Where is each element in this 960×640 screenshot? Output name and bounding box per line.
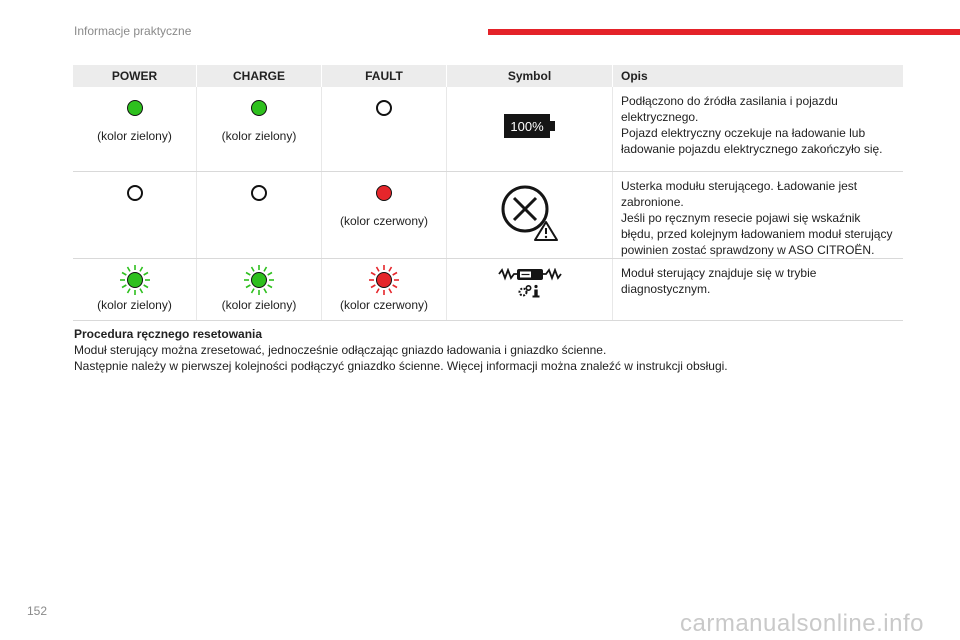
table-header-row [73,65,903,87]
description-line: Pojazd elektryczny oczekuje na ładowanie lub [621,126,866,140]
fault-led-blinking-red-icon [368,264,400,296]
charge-led-blinking-green-icon [243,264,275,296]
section-paragraph: Następnie należy w pierwszej kolejności podłączyć gniazdko ścienne. Więcej informacji można znaleźć w instrukcji obsługi. [74,359,728,373]
column-header-power: POWER [73,65,197,87]
description-cell [613,258,904,320]
table-row [73,87,903,171]
description-line: powinien zostać sprawdzony w ASO CITROËN. [621,242,875,257]
description-line: diagnostycznym. [621,281,711,296]
charge-cell [197,171,322,258]
symbol-cell [447,171,613,258]
fault-led-red-icon [376,185,392,201]
table-row [73,171,903,258]
fault-led-off-icon [376,100,392,116]
column-header-description: Opis [613,65,904,87]
charge-led-off-icon [251,185,267,201]
page-number: 152 [27,604,48,618]
charge-cell [197,258,322,320]
symbol-cell [447,87,613,171]
power-led-green-icon [127,100,143,116]
page-header-title: Informacje praktyczne [74,24,192,38]
symbol-cell [447,258,613,320]
column-header-charge: CHARGE [197,65,322,87]
fault-cross-warning-icon [498,182,562,246]
power-cell [73,87,197,171]
description-cell [613,171,904,258]
power-led-off-icon [127,185,143,201]
power-led-blinking-green-icon [119,264,151,296]
description-line: ładowanie pojazdu elektrycznego zakończyło się. [621,142,883,156]
led-status-table [73,65,903,321]
header-accent-bar [488,29,960,35]
description-line: Usterka modułu sterującego. Ładowanie jest [621,178,858,193]
description-line: zabronione. [621,194,684,209]
description-line: błędu, przed kolejnym ładowaniem moduł sterujący [621,226,893,241]
description-line: Jeśli po ręcznym resecie pojawi się wskaźnik [621,210,861,225]
led-caption: (kolor czerwony) [339,213,429,228]
description-cell [613,87,904,171]
section-heading: Procedura ręcznego resetowania [74,327,263,341]
diagnostic-cable-service-icon [497,268,563,300]
fault-cell [322,258,447,320]
battery-full-icon [504,114,556,138]
fault-cell [322,171,447,258]
power-cell [73,171,197,258]
led-caption: (kolor zielony) [221,129,297,143]
section-paragraph: Moduł sterujący można zresetować, jednocześnie odłączając gniazdo ładowania i gniazdko ścienne. [74,343,607,357]
description-line: elektrycznego. [621,110,699,124]
charge-cell [197,87,322,171]
battery-percent-text: 100% [509,119,544,134]
led-caption: (kolor zielony) [97,129,172,143]
watermark: carmanualsonline.info [680,610,924,637]
led-caption: (kolor zielony) [221,297,297,312]
led-caption: (kolor zielony) [97,297,172,312]
led-caption: (kolor czerwony) [339,297,429,312]
column-header-symbol: Symbol [447,65,613,87]
power-cell [73,258,197,320]
table-row [73,258,903,320]
column-header-fault: FAULT [322,65,447,87]
fault-cell [322,87,447,171]
description-line: Moduł sterujący znajduje się w trybie [621,265,817,280]
charge-led-green-icon [251,100,267,116]
description-line: Podłączono do źródła zasilania i pojazdu [621,94,838,108]
